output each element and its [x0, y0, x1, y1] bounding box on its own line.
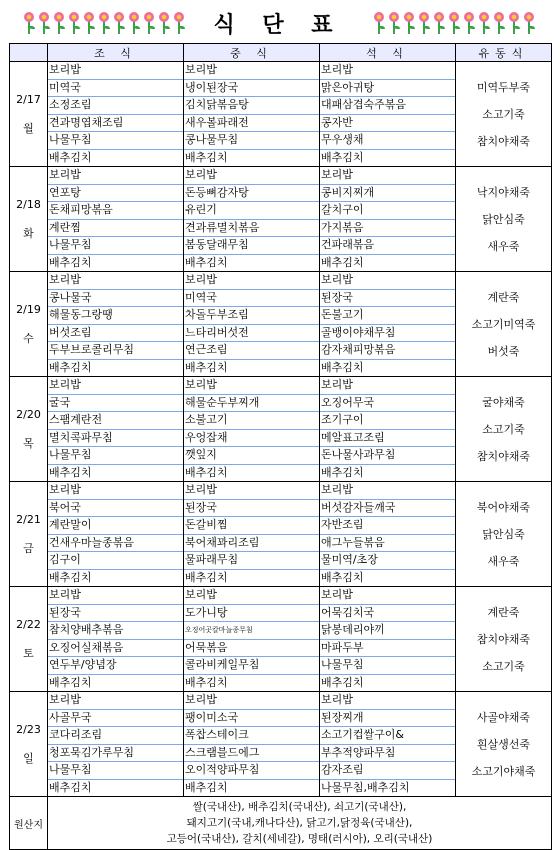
menu-item: 배추김치 [321, 570, 364, 584]
menu-item: 어묵김치국 [320, 605, 455, 623]
column-header-breakfast: 조 식 [48, 44, 184, 62]
menu-item: 배추김치 [321, 255, 364, 269]
menu-item: 두부브로콜리무침 [48, 342, 183, 360]
lunch-cell [184, 62, 320, 167]
menu-item: 돈채피망볶음 [48, 202, 183, 220]
table-row [10, 62, 552, 167]
date-label: 2/23 [16, 722, 41, 736]
breakfast-cell [48, 587, 184, 692]
menu-item: 된장국 [48, 605, 183, 623]
day-cell [10, 692, 48, 797]
origin-line: 쌀(국내산), 배추김치(국내산), 쇠고기(국내산), [192, 801, 407, 813]
menu-item: 참치양배추볶음 [48, 622, 183, 640]
menu-item: 북어채꽈리조림 [184, 535, 319, 553]
column-header-lunch: 중 식 [184, 44, 320, 62]
flower-icon [112, 10, 126, 36]
porridge-item: 새우죽 [487, 554, 520, 568]
porridge-item: 참치야채죽 [476, 134, 531, 148]
dinner-cell [320, 482, 456, 587]
menu-item: 건새우마늘종볶음 [48, 535, 183, 553]
porridge-item: 사골야채죽 [476, 710, 531, 724]
dinner-cell [320, 692, 456, 797]
menu-item: 배추김치 [185, 255, 228, 269]
table-row [10, 167, 552, 272]
menu-item: 돈갈비찜 [184, 517, 319, 535]
flower-icon [417, 10, 431, 36]
flower-icon [142, 10, 156, 36]
flower-icon [447, 10, 461, 36]
menu-item: 폭찹스테이크 [184, 727, 319, 745]
menu-item: 배추김치 [185, 465, 228, 479]
date-label: 2/20 [16, 407, 41, 421]
table-header-row [10, 44, 552, 62]
menu-item: 스팸계란전 [48, 412, 183, 430]
porridge-item: 소고기죽 [482, 422, 525, 436]
menu-item: 미역국 [184, 290, 319, 308]
menu-item: 오이적양파무침 [184, 762, 319, 780]
menu-item: 나물무침 [48, 237, 183, 255]
origin-line: 돼지고기(국내,캐나다산), 닭고기,닭정육(국내산), [186, 817, 413, 829]
menu-item: 돈불고기 [320, 307, 455, 325]
porridge-item: 참치야채죽 [476, 449, 531, 463]
lunch-cell [184, 482, 320, 587]
lunch-cell [184, 167, 320, 272]
dinner-cell [320, 62, 456, 167]
liquid-meal-cell [456, 377, 552, 482]
lunch-cell [184, 587, 320, 692]
weekday-label: 목 [23, 436, 34, 450]
menu-item: 느타리버섯전 [184, 325, 319, 343]
menu-item: 감자채피망볶음 [320, 342, 455, 360]
menu-item: 배추김치 [49, 675, 92, 689]
menu-item: 나물무침 [320, 657, 455, 675]
porridge-item: 참치야채죽 [476, 632, 531, 646]
menu-item: 무우생채 [320, 132, 455, 150]
flower-icon [507, 10, 521, 36]
menu-item: 배추김치 [321, 465, 364, 479]
flower-icon [477, 10, 491, 36]
flower-decoration-left [22, 8, 187, 36]
flower-icon [52, 10, 66, 36]
menu-item: 우엉잡채 [184, 430, 319, 448]
menu-item: 보리밥 [48, 272, 183, 290]
date-label: 2/18 [16, 197, 41, 211]
menu-item: 미역국 [48, 80, 183, 98]
menu-item: 차돌두부조림 [184, 307, 319, 325]
menu-item: 버섯감자들깨국 [320, 500, 455, 518]
day-cell [10, 587, 48, 692]
menu-item: 배추김치 [49, 360, 92, 374]
menu-item: 연근조림 [184, 342, 319, 360]
dinner-cell [320, 587, 456, 692]
porridge-item: 새우죽 [487, 239, 520, 253]
table-row [10, 272, 552, 377]
menu-item: 보리밥 [320, 167, 455, 185]
menu-item: 보리밥 [48, 167, 183, 185]
menu-item: 배추김치 [185, 675, 228, 689]
menu-item: 나물무침 [48, 132, 183, 150]
menu-item: 배추김치 [321, 675, 364, 689]
menu-item: 사골무국 [48, 710, 183, 728]
liquid-meal-cell [456, 692, 552, 797]
porridge-item: 북어야채죽 [476, 500, 531, 514]
day-cell [10, 482, 48, 587]
weekday-label: 월 [23, 121, 34, 135]
menu-item: 배추김치 [49, 465, 92, 479]
flower-icon [22, 10, 36, 36]
menu-item: 유린기 [184, 202, 319, 220]
dinner-cell [320, 272, 456, 377]
flower-icon [372, 10, 386, 36]
breakfast-cell [48, 167, 184, 272]
flower-icon [387, 10, 401, 36]
menu-item: 깻잎지 [184, 447, 319, 465]
date-label: 2/19 [16, 302, 41, 316]
menu-item: 배추김치 [185, 570, 228, 584]
menu-item: 오징어곳칼마늘종무침 [184, 622, 319, 640]
menu-item: 콩비지찌개 [320, 185, 455, 203]
flower-icon [67, 10, 81, 36]
menu-item: 감자조림 [320, 762, 455, 780]
menu-item: 보리밥 [184, 692, 319, 710]
menu-item: 굴국 [48, 395, 183, 413]
menu-item: 대패삼겹숙주볶음 [320, 97, 455, 115]
menu-item: 북어국 [48, 500, 183, 518]
menu-item: 부추적양파무침 [320, 745, 455, 763]
table-row [10, 377, 552, 482]
menu-item: 해물순두부찌개 [184, 395, 319, 413]
liquid-meal-cell [456, 587, 552, 692]
menu-item: 보리밥 [320, 272, 455, 290]
menu-item: 배추김치 [321, 150, 364, 164]
menu-item: 청포묵김가루무침 [48, 745, 183, 763]
header [0, 0, 560, 42]
menu-item: 보리밥 [48, 587, 183, 605]
menu-item: 김구이 [48, 552, 183, 570]
porridge-item: 낙지야채죽 [476, 185, 531, 199]
menu-item: 배추김치 [49, 150, 92, 164]
menu-item: 김치닭볶음탕 [184, 97, 319, 115]
porridge-item: 계란죽 [487, 290, 520, 304]
meal-plan-table [9, 43, 552, 850]
menu-item: 보리밥 [48, 62, 183, 80]
flower-icon [432, 10, 446, 36]
menu-item: 연포탕 [48, 185, 183, 203]
flower-icon [402, 10, 416, 36]
menu-item: 견과명엽채조림 [48, 115, 183, 133]
menu-item: 물미역/초장 [320, 552, 455, 570]
day-cell [10, 377, 48, 482]
flower-decoration-right [372, 8, 537, 36]
menu-item: 갈치구이 [320, 202, 455, 220]
menu-item: 보리밥 [320, 482, 455, 500]
menu-item: 배추김치 [185, 780, 228, 794]
menu-item: 보리밥 [184, 482, 319, 500]
menu-item: 보리밥 [184, 377, 319, 395]
flower-icon [127, 10, 141, 36]
menu-item: 된장찌개 [320, 710, 455, 728]
menu-item: 자반조림 [320, 517, 455, 535]
porridge-item: 소고기죽 [482, 107, 525, 121]
menu-item: 보리밥 [320, 587, 455, 605]
flower-icon [82, 10, 96, 36]
menu-item: 보리밥 [184, 272, 319, 290]
menu-item: 된장국 [320, 290, 455, 308]
menu-item: 배추김치 [185, 150, 228, 164]
porridge-item: 버섯죽 [487, 344, 520, 358]
breakfast-cell [48, 272, 184, 377]
menu-item: 콩나물무침 [184, 132, 319, 150]
liquid-meal-cell [456, 167, 552, 272]
dinner-cell [320, 167, 456, 272]
menu-item: 어묵볶음 [184, 640, 319, 658]
porridge-item: 굴야채죽 [482, 395, 525, 409]
flower-icon [37, 10, 51, 36]
menu-item: 배추김치 [185, 360, 228, 374]
liquid-meal-cell [456, 62, 552, 167]
menu-item: 닭봉데리야끼 [320, 622, 455, 640]
day-cell [10, 62, 48, 167]
breakfast-cell [48, 692, 184, 797]
menu-item: 가지볶음 [320, 220, 455, 238]
liquid-meal-cell [456, 482, 552, 587]
menu-item: 도가니탕 [184, 605, 319, 623]
porridge-item: 소고기죽 [482, 659, 525, 673]
menu-item: 해물동그랑땡 [48, 307, 183, 325]
porridge-item: 소고기미역죽 [471, 317, 536, 331]
menu-item: 멸치콕파무침 [48, 430, 183, 448]
flower-icon [492, 10, 506, 36]
flower-icon [462, 10, 476, 36]
menu-item: 보리밥 [48, 692, 183, 710]
lunch-cell [184, 377, 320, 482]
menu-item: 새우볼파래전 [184, 115, 319, 133]
menu-item: 돈등뼈감자탕 [184, 185, 319, 203]
menu-item: 나물무침,배추김치 [321, 780, 410, 794]
corner-cell [10, 44, 48, 62]
weekday-label: 일 [23, 751, 34, 765]
menu-item: 콩나물국 [48, 290, 183, 308]
breakfast-cell [48, 62, 184, 167]
column-header-dinner: 석 식 [320, 44, 456, 62]
menu-item: 마파두부 [320, 640, 455, 658]
menu-item: 팽이미소국 [184, 710, 319, 728]
menu-item: 소정조림 [48, 97, 183, 115]
menu-item: 견과류멸치볶음 [184, 220, 319, 238]
weekday-label: 화 [23, 226, 34, 240]
dinner-cell [320, 377, 456, 482]
menu-item: 코다리조림 [48, 727, 183, 745]
menu-item: 보리밥 [184, 167, 319, 185]
menu-item: 보리밥 [320, 377, 455, 395]
menu-item: 소불고기 [184, 412, 319, 430]
porridge-item: 흰살생선죽 [476, 737, 531, 751]
flower-icon [97, 10, 111, 36]
flower-icon [157, 10, 171, 36]
menu-item: 보리밥 [48, 482, 183, 500]
menu-item: 보리밥 [320, 62, 455, 80]
menu-item: 계란말이 [48, 517, 183, 535]
table-row [10, 692, 552, 797]
menu-item: 골뱅이야채무침 [320, 325, 455, 343]
menu-item: 보리밥 [184, 62, 319, 80]
menu-item: 돈나물사과무침 [320, 447, 455, 465]
day-cell [10, 167, 48, 272]
origin-line: 고등어(국내산), 갈치(세네갈), 명태(러시아), 오리(국내산) [166, 833, 433, 845]
menu-item: 콩자반 [320, 115, 455, 133]
menu-item: 건파래볶음 [320, 237, 455, 255]
page-title: 식 단 표 [213, 13, 343, 38]
menu-item: 배추김치 [49, 780, 92, 794]
menu-item: 버섯조림 [48, 325, 183, 343]
menu-item: 소고기컵쌀구이& [320, 727, 455, 745]
lunch-cell [184, 692, 320, 797]
weekday-label: 수 [23, 331, 34, 345]
origin-info [48, 797, 552, 850]
menu-item: 오징어실채볶음 [48, 640, 183, 658]
weekday-label: 토 [23, 646, 34, 660]
menu-item: 봄동달래무침 [184, 237, 319, 255]
menu-item: 계란찜 [48, 220, 183, 238]
porridge-item: 닭안심죽 [482, 212, 525, 226]
liquid-meal-cell [456, 272, 552, 377]
menu-item: 오징어무국 [320, 395, 455, 413]
lunch-cell [184, 272, 320, 377]
menu-item: 연두부/양념장 [48, 657, 183, 675]
table-row [10, 587, 552, 692]
menu-item: 나물무침 [48, 447, 183, 465]
menu-item: 메알표고조림 [320, 430, 455, 448]
menu-item: 보리밥 [184, 587, 319, 605]
menu-item: 스크램블드에그 [184, 745, 319, 763]
menu-item: 물파래무침 [184, 552, 319, 570]
table-row [10, 482, 552, 587]
date-label: 2/22 [16, 617, 41, 631]
weekday-label: 금 [23, 541, 34, 555]
column-header-liquid: 유동식 [456, 44, 552, 62]
menu-item: 조기구이 [320, 412, 455, 430]
porridge-item: 닭안심죽 [482, 527, 525, 541]
menu-item: 배추김치 [321, 360, 364, 374]
origin-label: 원산지 [10, 797, 48, 850]
porridge-item: 소고기야채죽 [471, 764, 536, 778]
flower-icon [172, 10, 186, 36]
menu-item: 배추김치 [49, 255, 92, 269]
porridge-item: 미역두부죽 [476, 80, 531, 94]
day-cell [10, 272, 48, 377]
menu-item: 나물무침 [48, 762, 183, 780]
flower-icon [522, 10, 536, 36]
menu-item: 콜라비케일무침 [184, 657, 319, 675]
menu-item: 맑은아귀탕 [320, 80, 455, 98]
breakfast-cell [48, 377, 184, 482]
origin-row [10, 797, 552, 850]
menu-item: 보리밥 [320, 692, 455, 710]
menu-item: 냉이된장국 [184, 80, 319, 98]
menu-item: 애그누들볶음 [320, 535, 455, 553]
breakfast-cell [48, 482, 184, 587]
menu-item: 된장국 [184, 500, 319, 518]
menu-item: 배추김치 [49, 570, 92, 584]
porridge-item: 계란죽 [487, 605, 520, 619]
date-label: 2/17 [16, 92, 41, 106]
menu-item: 보리밥 [48, 377, 183, 395]
date-label: 2/21 [16, 512, 41, 526]
